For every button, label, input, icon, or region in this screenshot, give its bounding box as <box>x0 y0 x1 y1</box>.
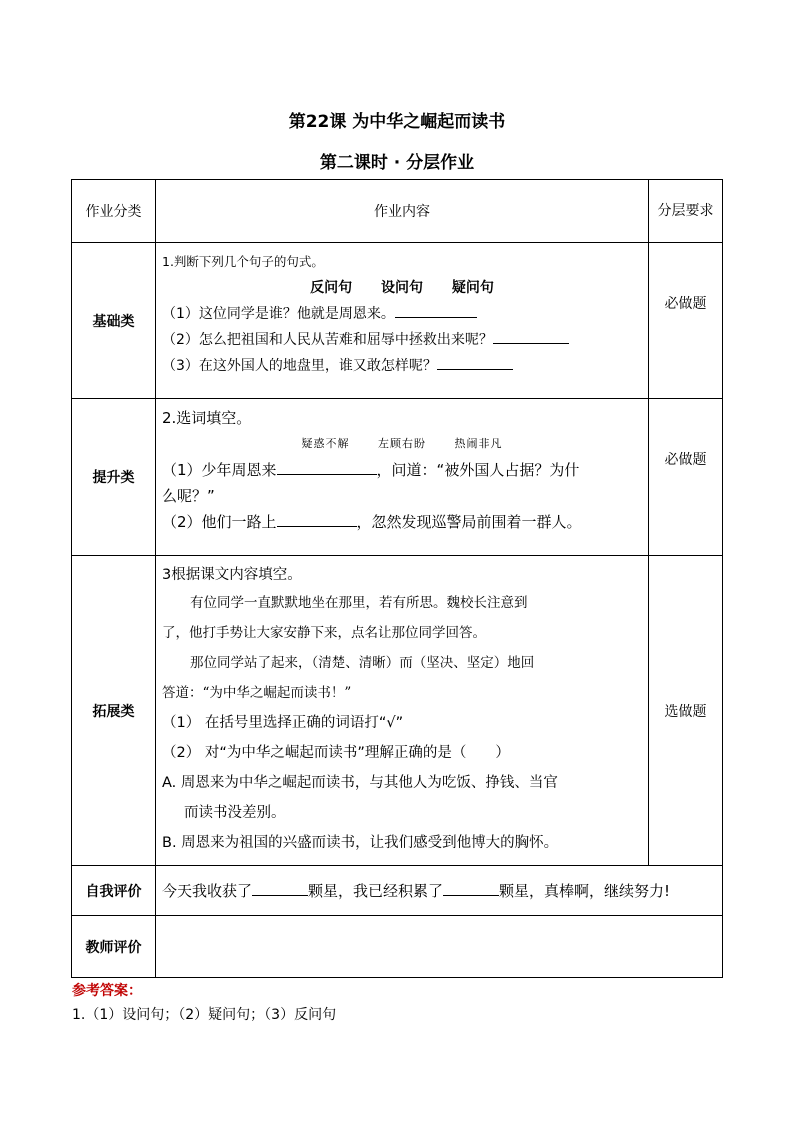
table-row-improve <box>72 399 723 556</box>
basic-q3-text: （3）在这外国人的地盘里，谁又敢怎样呢？ <box>162 358 437 374</box>
page-subtitle: 第二课时 · 分层作业 <box>319 153 475 173</box>
basic-q2-text: （2）怎么把祖国和人民从苦难和屈辱中拯救出来呢？ <box>162 332 493 348</box>
basic-q1-text: （1）这位同学是谁？他就是周恩来。 <box>162 306 395 322</box>
answer-blank[interactable] <box>437 355 513 370</box>
extend-passage-2a: 那位同学站了起来，（清楚、清晰）而（坚决、坚定）地回 <box>190 655 535 671</box>
extend-option-b: B. 周恩来为祖国的兴盛而读书，让我们感受到他博大的胸怀。 <box>162 835 559 851</box>
improve-option-1: 疑惑不解 <box>301 437 350 450</box>
basic-option-2: 设问句 <box>381 280 423 296</box>
content-improve <box>156 399 649 556</box>
category-improve: 提升类 <box>72 399 156 556</box>
extend-q1: （1） 在括号里选择正确的词语打“√” <box>162 715 404 731</box>
homework-table <box>71 179 723 978</box>
basic-q2 <box>162 327 642 353</box>
improve-q1-cont: 么呢？” <box>162 487 215 505</box>
answer-blank[interactable] <box>277 512 357 527</box>
table-row-basic <box>72 243 723 399</box>
content-extend <box>156 556 649 866</box>
answers-title: 参考答案： <box>72 983 142 999</box>
table-row-self-eval <box>72 866 723 916</box>
header-requirement <box>649 180 723 243</box>
improve-options <box>162 431 642 457</box>
improve-instruction: 2.选词填空。 <box>162 409 252 427</box>
improve-q2 <box>162 509 642 535</box>
requirement-improve: 必做题 <box>649 399 723 556</box>
basic-q3 <box>162 353 642 379</box>
extend-option-a-cont: 而读书没差别。 <box>184 805 286 821</box>
category-basic: 基础类 <box>72 243 156 399</box>
category-self-eval: 自我评价 <box>72 866 156 916</box>
requirement-extend: 选做题 <box>649 556 723 866</box>
answer-blank[interactable] <box>277 460 377 475</box>
star-total-blank[interactable] <box>443 881 499 896</box>
content-self-eval <box>156 866 723 916</box>
star-count-blank[interactable] <box>252 881 308 896</box>
basic-option-3: 疑问句 <box>451 280 494 296</box>
self-eval-text-2: 颗星，我已经积累了 <box>308 881 444 900</box>
extend-instruction: 3根据课文内容填空。 <box>162 567 302 583</box>
header-requirement-text: 分层要求 <box>657 203 714 219</box>
improve-q1 <box>162 457 642 483</box>
basic-q1 <box>162 301 642 327</box>
extend-q2: （2） 对“为中华之崛起而读书”理解正确的是（ ） <box>162 745 510 761</box>
improve-q2-start: （2）他们一路上 <box>162 513 277 531</box>
extend-passage-2b: 答道：“为中华之崛起而读书！” <box>162 685 352 701</box>
basic-option-1: 反问句 <box>310 280 353 296</box>
improve-option-3: 热闹非凡 <box>454 437 503 450</box>
category-extend: 拓展类 <box>72 556 156 866</box>
extend-passage-1a: 有位同学一直默默地坐在那里，若有所思。魏校长注意到 <box>190 595 528 611</box>
table-row-extend <box>72 556 723 866</box>
basic-options <box>162 275 642 301</box>
self-eval-text-1: 今天我收获了 <box>162 881 253 900</box>
table-header-row <box>72 180 723 243</box>
answers-line-1: 1.（1）设问句；（2）疑问句；（3）反问句 <box>72 1007 337 1023</box>
table-row-teacher-eval <box>72 916 723 978</box>
content-teacher-eval[interactable] <box>156 916 723 978</box>
extend-option-a: A. 周恩来为中华之崛起而读书，与其他人为吃饭、挣钱、当官 <box>162 775 558 791</box>
header-content: 作业内容 <box>156 180 649 243</box>
self-eval-text-3: 颗星，真棒啊，继续努力! <box>499 881 671 900</box>
improve-option-2: 左顾右盼 <box>378 437 426 450</box>
page-title: 第22课 为中华之崛起而读书 <box>288 112 506 132</box>
extend-passage-1b: 了，他打手势让大家安静下来，点名让那位同学回答。 <box>162 625 486 641</box>
improve-q2-end: ，忽然发现巡警局前围着一群人。 <box>356 513 582 531</box>
answer-blank[interactable] <box>493 329 569 344</box>
improve-q1-start: （1）少年周恩来 <box>162 461 277 479</box>
header-category: 作业分类 <box>72 180 156 243</box>
content-basic <box>156 243 649 399</box>
improve-q1-end: ，问道：“被外国人占据？为什 <box>376 461 580 479</box>
basic-instruction: 1.判断下列几个句子的句式。 <box>162 254 324 269</box>
answer-blank[interactable] <box>395 303 477 318</box>
requirement-basic: 必做题 <box>649 243 723 399</box>
category-teacher-eval: 教师评价 <box>72 916 156 978</box>
